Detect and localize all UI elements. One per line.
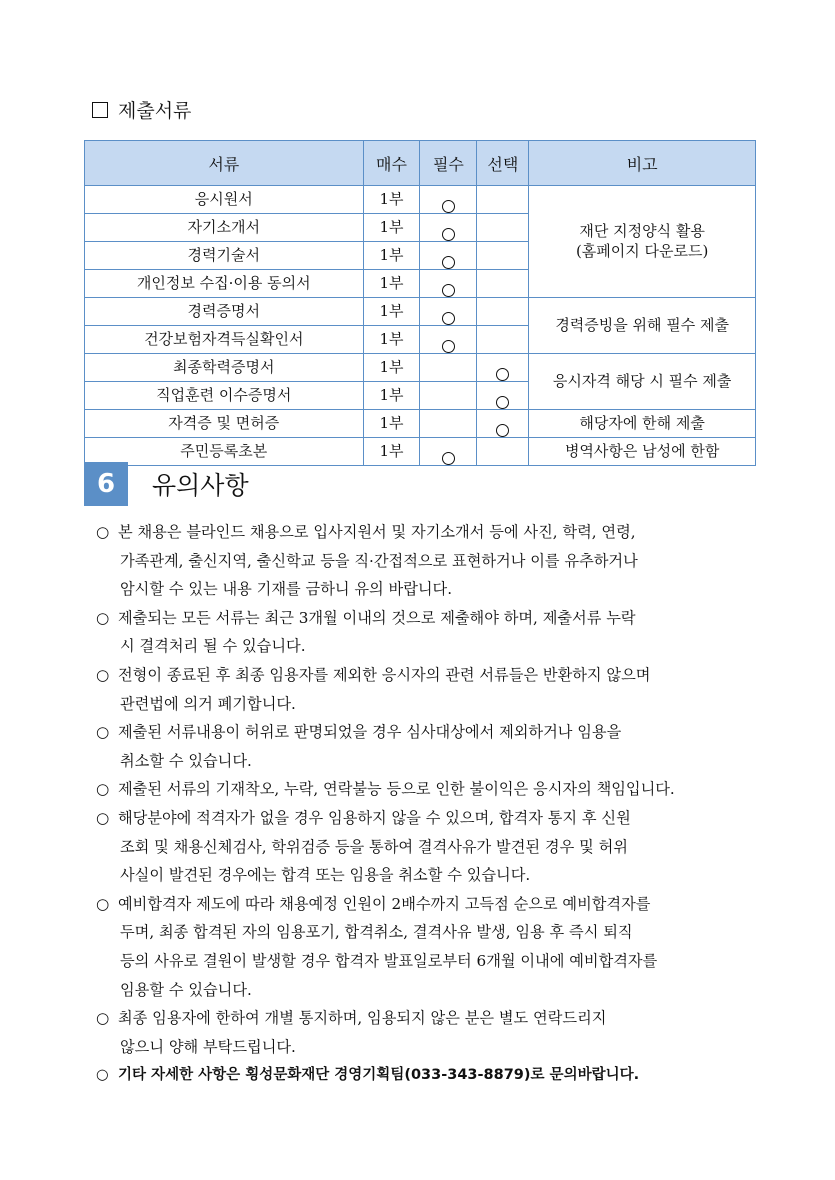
doc-name-cell: 직업훈련 이수증명서 bbox=[85, 382, 364, 410]
notice-item-text: 등의 사유로 결원이 발생할 경우 합격자 발표일로부터 6개월 이내에 예비합격자를 bbox=[120, 951, 658, 970]
notice-item-text: 않으니 양해 부탁드립니다. bbox=[120, 1037, 296, 1056]
bullet-circle-icon bbox=[96, 861, 118, 890]
circle-mark-icon bbox=[442, 340, 455, 353]
doc-name-cell: 자기소개서 bbox=[85, 214, 364, 242]
table-row bbox=[85, 410, 756, 438]
bullet-circle-icon: ○ bbox=[96, 808, 110, 827]
bullet-circle-icon bbox=[96, 547, 118, 576]
documents-table bbox=[84, 140, 756, 466]
header-required: 필수 bbox=[420, 141, 477, 186]
required-cell bbox=[420, 410, 477, 438]
notice-number-badge: 6 bbox=[84, 462, 128, 506]
doc-name-cell: 자격증 및 면허증 bbox=[85, 410, 364, 438]
notice-item-text: 전형이 종료된 후 최종 임용자를 제외한 응시자의 관련 서류들은 반환하지 않으며 bbox=[118, 665, 651, 684]
header-doc: 서류 bbox=[85, 141, 364, 186]
notice-item-line bbox=[96, 861, 756, 890]
notice-list bbox=[96, 518, 756, 1090]
optional-cell bbox=[477, 270, 529, 298]
notice-item-text: 최종 임용자에 한하여 개별 통지하며, 임용되지 않은 분은 별도 연락드리지 bbox=[118, 1009, 607, 1028]
circle-mark-icon bbox=[442, 256, 455, 269]
bullet-circle-icon bbox=[96, 575, 118, 604]
notice-item-line bbox=[96, 833, 756, 862]
notice-item-text: 제출된 서류내용이 허위로 판명되었을 경우 심사대상에서 제외하거나 임용을 bbox=[118, 723, 622, 742]
required-cell bbox=[420, 382, 477, 410]
notice-item-line bbox=[96, 690, 756, 719]
header-remark: 비고 bbox=[529, 141, 756, 186]
bullet-circle-icon: ○ bbox=[96, 1009, 110, 1028]
remark-cell: 병역사항은 남성에 한함 bbox=[529, 438, 756, 466]
notice-item-line bbox=[96, 775, 756, 804]
doc-count-cell: 1부 bbox=[363, 382, 420, 410]
notice-item-text: 사실이 발견된 경우에는 합격 또는 임용을 취소할 수 있습니다. bbox=[120, 866, 531, 885]
notice-item-text: 가족관계, 출신지역, 출신학교 등을 직·간접적으로 표현하거나 이를 유추하거나 bbox=[120, 551, 638, 570]
header-optional: 선택 bbox=[477, 141, 529, 186]
notice-item-text: 예비합격자 제도에 따라 채용예정 인원이 2배수까지 고득점 순으로 예비합격자를 bbox=[118, 894, 651, 913]
required-cell bbox=[420, 354, 477, 382]
required-cell bbox=[420, 326, 477, 354]
required-cell bbox=[420, 298, 477, 326]
notice-item-text: 취소할 수 있습니다. bbox=[120, 751, 252, 770]
notice-item-line bbox=[96, 547, 756, 576]
doc-count-cell: 1부 bbox=[363, 186, 420, 214]
bullet-circle-icon bbox=[96, 833, 118, 862]
bullet-circle-icon bbox=[96, 632, 118, 661]
bullet-circle-icon: ○ bbox=[96, 723, 110, 742]
remark-cell: 응시자격 해당 시 필수 제출 bbox=[529, 354, 756, 410]
required-cell bbox=[420, 242, 477, 270]
optional-cell bbox=[477, 298, 529, 326]
doc-name-cell: 경력기술서 bbox=[85, 242, 364, 270]
doc-count-cell: 1부 bbox=[363, 298, 420, 326]
circle-mark-icon bbox=[496, 368, 509, 381]
bullet-circle-icon: ○ bbox=[96, 608, 110, 627]
bullet-circle-icon bbox=[96, 976, 118, 1005]
notice-item-line bbox=[96, 1004, 756, 1033]
notice-item-text: 본 채용은 블라인드 채용으로 입사지원서 및 자기소개서 등에 사진, 학력, 연령, bbox=[118, 523, 636, 541]
required-cell bbox=[420, 438, 477, 466]
doc-count-cell: 1부 bbox=[363, 270, 420, 298]
notice-item-line bbox=[96, 575, 756, 604]
notice-contact-line bbox=[96, 1061, 756, 1090]
notice-item-text: 조회 및 채용신체검사, 학위검증 등을 통하여 결격사유가 발견된 경우 및 허위 bbox=[120, 837, 628, 856]
doc-count-cell: 1부 bbox=[363, 354, 420, 382]
table-header-row bbox=[85, 141, 756, 186]
circle-mark-icon bbox=[442, 228, 455, 241]
bullet-circle-icon: ○ bbox=[96, 1067, 109, 1084]
doc-count-cell: 1부 bbox=[363, 326, 420, 354]
required-cell bbox=[420, 214, 477, 242]
notice-item-line bbox=[96, 518, 756, 547]
notice-item-text: 임용할 수 있습니다. bbox=[120, 980, 252, 999]
optional-cell bbox=[477, 186, 529, 214]
circle-mark-icon bbox=[442, 284, 455, 297]
circle-mark-icon bbox=[496, 396, 509, 409]
notice-item-text: 해당분야에 적격자가 없을 경우 임용하지 않을 수 있으며, 합격자 통지 후 신원 bbox=[118, 808, 631, 827]
doc-count-cell: 1부 bbox=[363, 438, 420, 466]
doc-name-cell: 응시원서 bbox=[85, 186, 364, 214]
table-row bbox=[85, 354, 756, 382]
doc-count-cell: 1부 bbox=[363, 410, 420, 438]
notice-item-text: 시 결격처리 될 수 있습니다. bbox=[120, 637, 306, 656]
contact-text: 기타 자세한 사항은 횡성문화재단 경영기획팀(033-343-8879)로 문의바랍니다. bbox=[118, 1067, 640, 1084]
checkbox-square-icon bbox=[92, 102, 108, 118]
remark-text: 재단 지정양식 활용 bbox=[579, 222, 705, 240]
bullet-circle-icon: ○ bbox=[96, 665, 110, 684]
bullet-circle-icon bbox=[96, 747, 118, 776]
bullet-circle-icon: ○ bbox=[96, 523, 110, 541]
optional-cell bbox=[477, 438, 529, 466]
notice-item-text: 제출된 서류의 기재착오, 누락, 연락불능 등으로 인한 불이익은 응시자의 책임입니다. bbox=[118, 780, 675, 799]
notice-item-line bbox=[96, 1033, 756, 1062]
circle-mark-icon bbox=[496, 424, 509, 437]
doc-name-cell: 최종학력증명서 bbox=[85, 354, 364, 382]
remark-cell bbox=[529, 186, 756, 298]
bullet-circle-icon bbox=[96, 947, 118, 976]
doc-count-cell: 1부 bbox=[363, 242, 420, 270]
bullet-circle-icon bbox=[96, 918, 118, 947]
doc-name-cell: 경력증명서 bbox=[85, 298, 364, 326]
notice-item-line bbox=[96, 604, 756, 633]
doc-name-cell: 건강보험자격득실확인서 bbox=[85, 326, 364, 354]
bullet-circle-icon: ○ bbox=[96, 894, 110, 913]
required-cell bbox=[420, 186, 477, 214]
notice-item-line bbox=[96, 632, 756, 661]
notice-item-text: 암시할 수 있는 내용 기재를 금하니 유의 바랍니다. bbox=[120, 580, 453, 599]
bullet-circle-icon bbox=[96, 1033, 118, 1062]
notice-item-line bbox=[96, 747, 756, 776]
circle-mark-icon bbox=[442, 452, 455, 465]
notice-item-line bbox=[96, 661, 756, 690]
notice-item-text: 제출되는 모든 서류는 최근 3개월 이내의 것으로 제출해야 하며, 제출서류 누락 bbox=[118, 608, 636, 627]
optional-cell bbox=[477, 214, 529, 242]
doc-name-cell: 주민등록초본 bbox=[85, 438, 364, 466]
notice-heading bbox=[84, 462, 249, 506]
bullet-circle-icon: ○ bbox=[96, 780, 110, 799]
notice-item-text: 두며, 최종 합격된 자의 임용포기, 합격취소, 결격사유 발생, 임용 후 즉시 퇴직 bbox=[120, 923, 633, 942]
notice-item-line bbox=[96, 918, 756, 947]
notice-item-line bbox=[96, 976, 756, 1005]
optional-cell bbox=[477, 326, 529, 354]
circle-mark-icon bbox=[442, 200, 455, 213]
remark-text: (홈페이지 다운로드) bbox=[575, 241, 709, 260]
optional-cell bbox=[477, 242, 529, 270]
remark-cell: 경력증빙을 위해 필수 제출 bbox=[529, 298, 756, 354]
notice-title: 유의사항 bbox=[152, 471, 249, 500]
doc-name-cell: 개인정보 수집·이용 동의서 bbox=[85, 270, 364, 298]
notice-item-text: 관련법에 의거 폐기합니다. bbox=[120, 694, 296, 713]
notice-item-line bbox=[96, 947, 756, 976]
header-count: 매수 bbox=[363, 141, 420, 186]
table-row bbox=[85, 298, 756, 326]
optional-cell bbox=[477, 410, 529, 438]
table-row bbox=[85, 186, 756, 214]
bullet-circle-icon bbox=[96, 690, 118, 719]
notice-item-line bbox=[96, 804, 756, 833]
remark-cell: 해당자에 한해 제출 bbox=[529, 410, 756, 438]
doc-count-cell: 1부 bbox=[363, 214, 420, 242]
section-title-submission-docs bbox=[92, 96, 191, 123]
optional-cell bbox=[477, 354, 529, 382]
optional-cell bbox=[477, 382, 529, 410]
circle-mark-icon bbox=[442, 312, 455, 325]
section-title-text: 제출서류 bbox=[118, 100, 192, 122]
required-cell bbox=[420, 270, 477, 298]
notice-item-line bbox=[96, 718, 756, 747]
notice-item-line bbox=[96, 890, 756, 919]
